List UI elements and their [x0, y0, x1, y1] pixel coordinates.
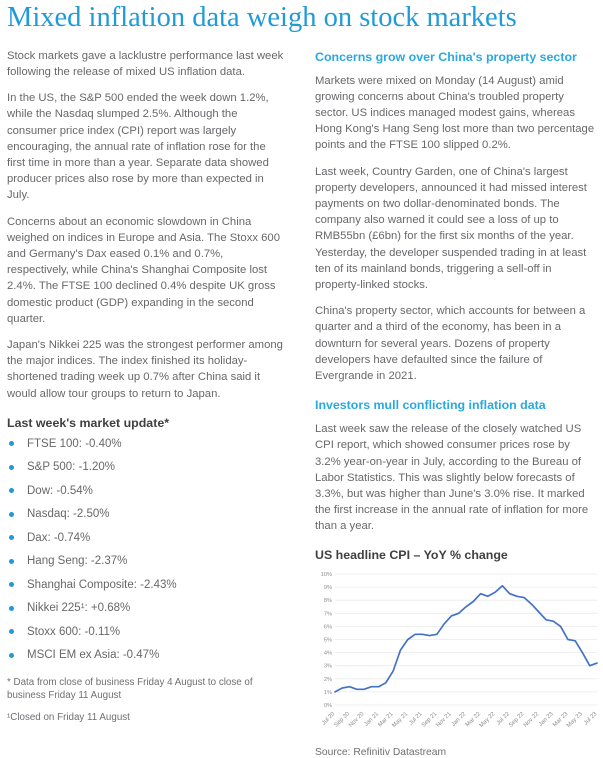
- page-title: Mixed inflation data weigh on stock markets: [7, 2, 517, 33]
- bullet-icon: [9, 535, 14, 540]
- svg-text:10%: 10%: [320, 571, 332, 578]
- two-column-layout: [7, 48, 599, 758]
- svg-text:Mar 23: Mar 23: [552, 710, 570, 728]
- market-item-label: Dow: -0.54%: [27, 484, 93, 497]
- market-item-label: Dax: -0.74%: [27, 531, 91, 544]
- bullet-icon: [9, 559, 14, 564]
- bullet-icon: [9, 488, 14, 493]
- svg-text:May 21: May 21: [391, 710, 410, 729]
- market-item-nikkei: [7, 600, 287, 616]
- bullet-icon: [9, 441, 14, 446]
- svg-text:May 23: May 23: [565, 710, 584, 729]
- cpi-chart-block: [315, 547, 599, 758]
- market-item-label: FTSE 100: -0.40%: [27, 437, 122, 450]
- svg-text:Jan 21: Jan 21: [363, 710, 381, 728]
- svg-text:Jan 22: Jan 22: [450, 710, 468, 728]
- market-item-dax: [7, 530, 287, 546]
- body-paragraph: Last week, Country Garden, one of China's largest property developers, announced it had missed interest payments on two dollar-denominated bonds. The company also warned it could see a loss of up to RMB55bn (£6bn) for the first six months of the year. Yesterday, the developer suspended trading in at least ten of its mainland bonds, triggering a sell-off in property-linked stocks.: [315, 165, 587, 292]
- chart-title: US headline CPI – YoY % change: [315, 547, 508, 562]
- market-item-nasdaq: [7, 506, 287, 522]
- svg-text:5%: 5%: [323, 637, 332, 644]
- svg-text:8%: 8%: [323, 597, 332, 604]
- footnote-data-range: * Data from close of business Friday 4 August to close of business Friday 11 August: [7, 677, 253, 702]
- svg-text:Sep 22: Sep 22: [508, 710, 526, 729]
- market-item-label: Stoxx 600: -0.11%: [27, 625, 121, 638]
- market-item-label: MSCI EM ex Asia: -0.47%: [27, 649, 160, 662]
- left-column: [7, 48, 287, 758]
- svg-text:Nov 21: Nov 21: [435, 710, 453, 729]
- right-column: [315, 48, 599, 758]
- section-heading-china-property: Concerns grow over China's property sector: [315, 49, 577, 64]
- market-item-label: Nikkei 225¹: +0.68%: [27, 602, 131, 615]
- bullet-icon: [9, 629, 14, 634]
- footnote-nikkei-closed: ¹Closed on Friday 11 August: [7, 712, 130, 724]
- svg-text:Mar 22: Mar 22: [464, 710, 483, 728]
- svg-text:Jul 22: Jul 22: [495, 710, 512, 727]
- body-paragraph: In the US, the S&P 500 ended the week down 1.2%, while the Nasdaq slumped 2.5%. Although the consumer price index (CPI) report was largely encouraging, the annual rate of inflation rose for the first time in more than a year. Separate data showed producer prices also rose by more than expected in July.: [7, 92, 269, 202]
- svg-text:Nov 22: Nov 22: [522, 710, 541, 729]
- body-paragraph: China's property sector, which accounts for between a quarter and a third of the economy, has been in a downturn for several years. Dozens of property developers have defaulted since the failure of Evergrande in 2021.: [315, 305, 586, 383]
- section-heading-inflation-data: Investors mull conflicting inflation data: [315, 398, 546, 413]
- market-update-list: [7, 436, 287, 664]
- market-item-dow: [7, 483, 287, 499]
- svg-text:9%: 9%: [323, 584, 332, 591]
- svg-text:7%: 7%: [323, 610, 332, 617]
- market-item-label: S&P 500: -1.20%: [27, 461, 116, 474]
- svg-text:Jul 23: Jul 23: [583, 710, 599, 727]
- bullet-icon: [9, 606, 14, 611]
- bullet-icon: [9, 465, 14, 470]
- svg-text:Mar 21: Mar 21: [377, 710, 395, 728]
- cpi-line-chart: [315, 569, 603, 741]
- body-paragraph: Concerns about an economic slowdown in China weighed on indices in Europe and Asia. The Stoxx 600 and Germany's Dax eased 0.1% and 0.7%, respectively, while China's Shanghai Composite lost 2.4%. The FTSE 100 declined 0.4% despite UK gross domestic product (GDP) expanding in the second quarter.: [7, 215, 280, 325]
- svg-text:May 22: May 22: [478, 710, 497, 729]
- bullet-icon: [9, 512, 14, 517]
- svg-text:6%: 6%: [323, 623, 332, 630]
- svg-text:Jul 20: Jul 20: [321, 710, 337, 727]
- market-item-sp500: [7, 459, 287, 475]
- svg-text:Sep 20: Sep 20: [333, 710, 352, 729]
- market-item-hangseng: [7, 553, 287, 569]
- svg-text:1%: 1%: [323, 689, 332, 696]
- market-item-ftse: [7, 436, 287, 452]
- market-item-label: Hang Seng: -2.37%: [27, 555, 128, 568]
- market-update-heading: Last week's market update*: [7, 415, 170, 430]
- market-item-label: Shanghai Composite: -2.43%: [27, 578, 177, 591]
- market-item-stoxx: [7, 624, 287, 640]
- svg-text:Sep 21: Sep 21: [420, 710, 439, 729]
- body-paragraph: Last week saw the release of the closely watched US CPI report, which showed consumer prices rose by 3.2% year-on-year in July, according to the Bureau of Labor Statistics. This was slightly below forecasts of 3.3%, but was higher than June's 3.0% rise. It marked the first increase in the annual rate of inflation for more than a year.: [315, 423, 589, 533]
- chart-source: Source: Refinitiv Datastream: [315, 746, 447, 758]
- body-paragraph: Japan's Nikkei 225 was the strongest performer among the major indices. The index finished its holiday-shortened trading week up 0.7% after China said it would allow tour groups to return to Japan.: [7, 339, 283, 400]
- svg-text:2%: 2%: [323, 676, 332, 683]
- market-item-shanghai: [7, 577, 287, 593]
- market-item-msci: [7, 647, 287, 663]
- svg-text:Jan 23: Jan 23: [537, 710, 555, 728]
- svg-text:Jul 21: Jul 21: [408, 710, 424, 727]
- svg-text:4%: 4%: [323, 650, 332, 657]
- svg-text:Nov 20: Nov 20: [348, 710, 366, 729]
- svg-text:0%: 0%: [323, 702, 332, 709]
- body-paragraph: Markets were mixed on Monday (14 August) amid growing concerns about China's troubled property sector. US indices managed modest gains, whereas Hong Kong's Hang Seng lost more than two percentage points and the FTSE 100 slipped 0.2%.: [315, 74, 595, 152]
- body-paragraph: Stock markets gave a lacklustre performance last week following the release of mixed US inflation data.: [7, 49, 284, 78]
- svg-text:3%: 3%: [323, 663, 332, 670]
- bullet-icon: [9, 653, 14, 658]
- market-item-label: Nasdaq: -2.50%: [27, 508, 110, 521]
- bullet-icon: [9, 582, 14, 587]
